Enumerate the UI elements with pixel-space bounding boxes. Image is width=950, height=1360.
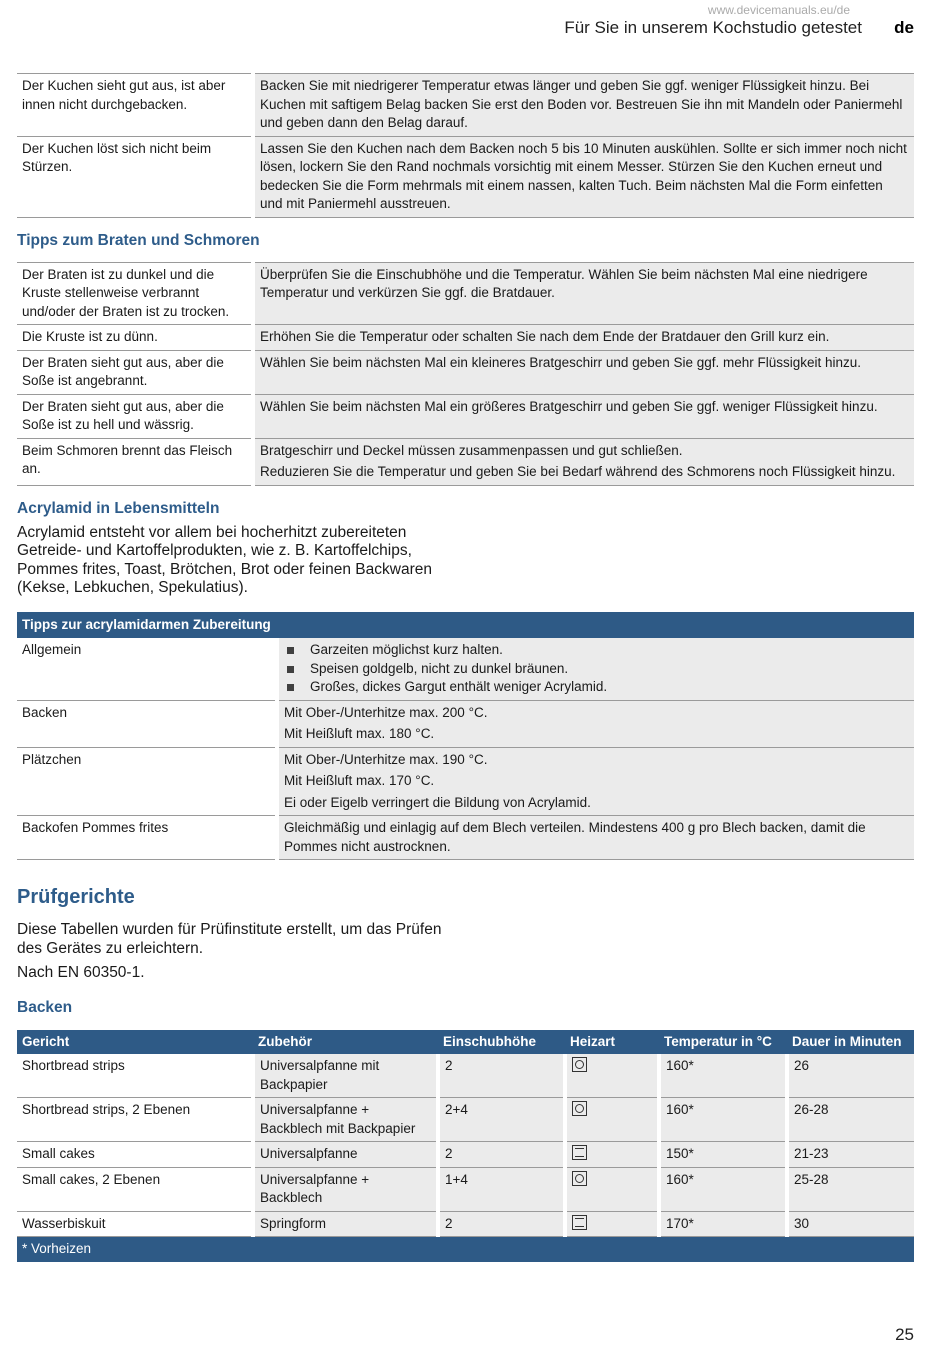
column-header: Heizart — [565, 1030, 659, 1055]
temperature-cell: 160* — [659, 1098, 787, 1142]
content-line: Mit Heißluft max. 170 °C. — [284, 773, 435, 788]
pruef-intro: Diese Tabellen wurden für Prüfinstitute erstellt, um das Prüfen des Gerätes zu erleichtern. — [17, 921, 442, 957]
solution-line: Bratgeschirr und Deckel müssen zusammenpassen und gut schließen. — [260, 442, 683, 458]
cake-troubleshooting-table — [17, 73, 914, 218]
bullet-text: Garzeiten möglichst kurz halten. — [310, 642, 503, 657]
solution-cell: Überprüfen Sie die Einschubhöhe und die Temperatur. Wählen Sie beim nächsten Mal eine niedrigere Temperatur und verkürzen Sie ggf. die Bratdauer. — [253, 262, 914, 325]
bullet-square-icon — [287, 666, 294, 673]
solution-cell: Erhöhen Sie die Temperatur oder schalten Sie nach dem Ende der Bratdauer den Grill kurz ein. — [253, 325, 914, 351]
temperature-cell: 170* — [659, 1211, 787, 1237]
row-content — [277, 747, 914, 816]
section-heading-acrylamid: Acrylamid in Lebensmitteln — [17, 499, 220, 517]
content-line: Mit Ober-/Unterhitze max. 200 °C. — [284, 704, 488, 720]
section-heading-pruefgerichte: Prüfgerichte — [17, 886, 135, 908]
row-label: Allgemein — [22, 642, 82, 657]
bullet-square-icon — [287, 684, 294, 691]
level-cell: 2+4 — [438, 1098, 565, 1142]
table-row — [17, 438, 914, 485]
table-header-row — [17, 612, 914, 639]
accessory-cell: Universalpfanne + Backblech mit Backpapier — [253, 1098, 438, 1142]
duration-cell: 21-23 — [787, 1142, 914, 1168]
solution-cell: Wählen Sie beim nächsten Mal ein größeres Bratgeschirr und geben Sie ggf. weniger Flüssigkeit hinzu. — [253, 394, 914, 438]
row-label: Backofen Pommes frites — [22, 820, 169, 835]
bullet-square-icon — [287, 647, 294, 654]
table-footnote-row — [17, 1237, 914, 1262]
problem-cell: Die Kruste ist zu dünn. — [22, 329, 158, 344]
language-code: de — [894, 18, 914, 37]
acrylamid-tips-table — [17, 612, 914, 861]
mode-cell — [565, 1211, 659, 1237]
table-row — [17, 394, 914, 438]
row-content — [277, 700, 914, 747]
accessory-cell: Springform — [253, 1211, 438, 1237]
hot-air-icon — [572, 1101, 587, 1116]
table-row — [17, 1142, 914, 1168]
temperature-cell: 160* — [659, 1167, 787, 1211]
list-item — [284, 678, 909, 697]
dish-cell: Small cakes — [22, 1146, 95, 1161]
table-row — [17, 262, 914, 325]
table-row — [17, 747, 914, 816]
roast-troubleshooting-table — [17, 262, 914, 486]
mode-cell — [565, 1054, 659, 1098]
dish-cell: Shortbread strips — [22, 1058, 125, 1073]
dish-cell: Small cakes, 2 Ebenen — [22, 1171, 161, 1187]
footnote: * Vorheizen — [17, 1237, 914, 1262]
solution-cell: Backen Sie mit niedrigerer Temperatur etwas länger und geben Sie ggf. weniger Flüssigkeit hinzu. Bei Kuchen mit saftigem Belag backen Sie erst den Boden vor. Bestreuen Sie ihn mit Mandeln oder Paniermehl und geben dann den Belag darauf. — [253, 74, 914, 137]
level-cell: 2 — [438, 1142, 565, 1168]
level-cell: 1+4 — [438, 1167, 565, 1211]
table-row — [17, 816, 914, 860]
table-row — [17, 700, 914, 747]
content-line: Ei oder Eigelb verringert die Bildung von Acrylamid. — [284, 794, 591, 810]
acrylamid-intro: Acrylamid entsteht vor allem bei hocherhitzt zubereiteten Getreide- und Kartoffelprodukten, wie z. B. Kartoffelchips, Pommes frites, Toast, Brötchen, Brot oder feinen Backwaren (Kekse, Lebkuchen, Spekulatius). — [17, 523, 432, 596]
table-row — [17, 638, 914, 700]
table-row — [17, 1167, 914, 1211]
page-number: 25 — [895, 1325, 914, 1344]
content-line: Gleichmäßig und einlagig auf dem Blech verteilen. Mindestens 400 g pro Blech backen, damit die Pommes nicht austrocknen. — [277, 816, 914, 860]
problem-cell: Der Braten sieht gut aus, aber die Soße ist zu hell und wässrig. — [22, 398, 224, 432]
problem-cell: Der Kuchen löst sich nicht beim Stürzen. — [22, 140, 212, 174]
bullet-list — [277, 638, 914, 700]
duration-cell: 25-28 — [787, 1167, 914, 1211]
problem-cell: Der Braten sieht gut aus, aber die Soße ist angebrannt. — [22, 354, 224, 388]
table-row — [17, 350, 914, 394]
mode-cell — [565, 1142, 659, 1168]
pruef-norm: Nach EN 60350-1. — [17, 964, 145, 981]
table-row — [17, 136, 914, 217]
problem-cell: Der Braten ist zu dunkel und die Kruste stellenweise verbrannt und/oder der Braten ist zu trocken. — [17, 262, 253, 325]
site-url: www.devicemanuals.eu/de — [707, 3, 850, 17]
row-label: Backen — [22, 704, 68, 720]
column-header: Einschubhöhe — [438, 1030, 565, 1055]
table-row — [17, 1211, 914, 1237]
page-header-title: Für Sie in unserem Kochstudio getestet — [564, 18, 862, 37]
solution-cell: Lassen Sie den Kuchen nach dem Backen noch 5 bis 10 Minuten auskühlen. Sollte er sich immer noch nicht lösen, lockern Sie den Rand nochmals vorsichtig mit einem Messer. Stürzen Sie den Kuchen erneut und bedecken Sie die Form mehrmals mit einem nassen, kalten Tuch. Beim nächsten Mal die Form einfetten und mit Paniermehl ausstreuen. — [253, 136, 914, 217]
table-header: Tipps zur acrylamidarmen Zubereitung — [17, 612, 914, 639]
level-cell: 2 — [438, 1211, 565, 1237]
level-cell: 2 — [438, 1054, 565, 1098]
column-header: Zubehör — [253, 1030, 438, 1055]
accessory-cell: Universalpfanne + Backblech — [253, 1167, 438, 1211]
duration-cell: 26-28 — [787, 1098, 914, 1142]
column-header: Temperatur in °C — [659, 1030, 787, 1055]
hot-air-icon — [572, 1057, 587, 1072]
problem-cell: Der Kuchen sieht gut aus, ist aber innen nicht durchgebacken. — [17, 74, 253, 137]
hot-air-icon — [572, 1171, 587, 1186]
accessory-cell: Universalpfanne mit Backpapier — [253, 1054, 438, 1098]
accessory-cell: Universalpfanne — [253, 1142, 438, 1168]
column-header: Gericht — [17, 1030, 253, 1055]
duration-cell: 30 — [787, 1211, 914, 1237]
table-row — [17, 74, 914, 137]
section-heading-roast: Tipps zum Braten und Schmoren — [17, 231, 260, 249]
mode-cell — [565, 1167, 659, 1211]
content-line: Mit Ober-/Unterhitze max. 190 °C. — [284, 751, 488, 767]
table-row — [17, 1054, 914, 1098]
solution-line: Reduzieren Sie die Temperatur und geben Sie bei Bedarf während des Schmorens noch Flüssigkeit hinzu. — [260, 464, 896, 479]
subheading-backen: Backen — [17, 998, 73, 1016]
top-bottom-heat-icon — [572, 1145, 587, 1160]
table-header-row — [17, 1030, 914, 1055]
content-line: Mit Heißluft max. 180 °C. — [284, 726, 435, 741]
mode-cell — [565, 1098, 659, 1142]
solution-cell — [253, 438, 914, 485]
test-dishes-table — [17, 1030, 914, 1262]
temperature-cell: 160* — [659, 1054, 787, 1098]
duration-cell: 26 — [787, 1054, 914, 1098]
column-header: Dauer in Minuten — [787, 1030, 914, 1055]
bullet-text: Großes, dickes Gargut enthält weniger Acrylamid. — [310, 679, 608, 694]
dish-cell: Wasserbiskuit — [22, 1215, 106, 1231]
table-row — [17, 1098, 914, 1142]
solution-cell: Wählen Sie beim nächsten Mal ein kleineres Bratgeschirr und geben Sie ggf. mehr Flüssigkeit hinzu. — [253, 350, 914, 394]
table-row — [17, 325, 914, 351]
dish-cell: Shortbread strips, 2 Ebenen — [22, 1102, 191, 1117]
list-item — [284, 641, 909, 660]
page-content — [17, 73, 914, 1262]
problem-cell: Beim Schmoren brennt das Fleisch an. — [22, 442, 233, 476]
row-label: Plätzchen — [22, 751, 82, 767]
list-item — [284, 660, 909, 679]
bullet-text: Speisen goldgelb, nicht zu dunkel bräunen. — [310, 660, 569, 676]
top-bottom-heat-icon — [572, 1215, 587, 1230]
temperature-cell: 150* — [659, 1142, 787, 1168]
